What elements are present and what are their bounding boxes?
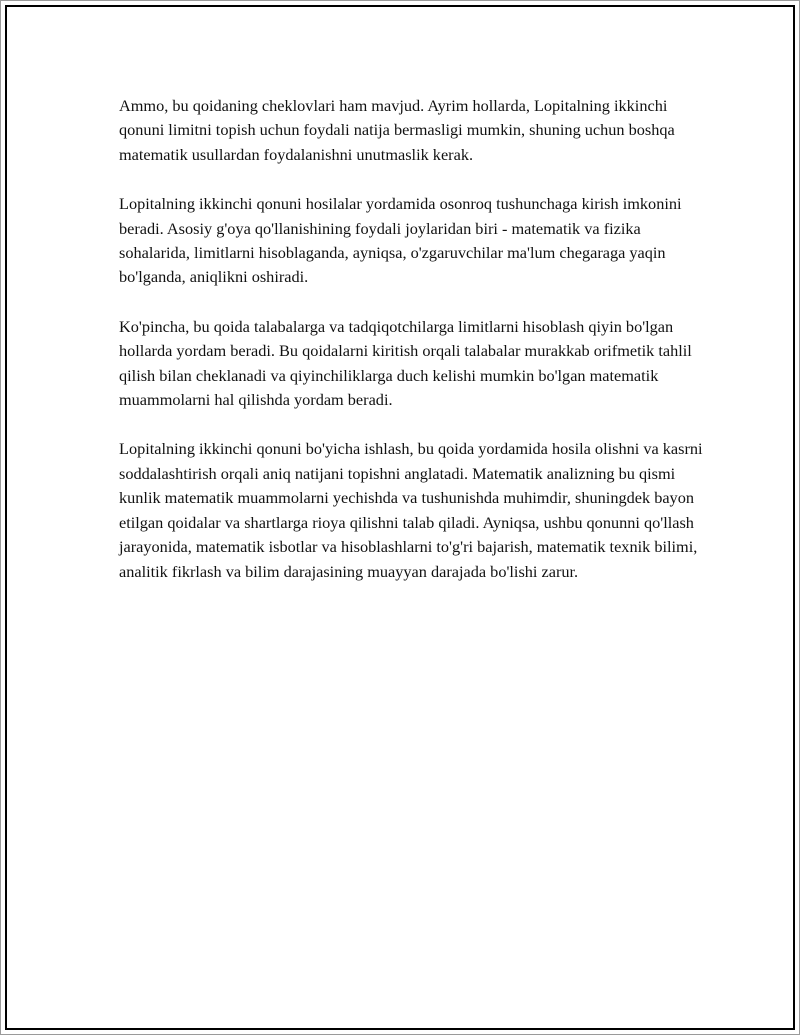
document-body [119, 94, 704, 609]
paragraph-1: Ammo, bu qoidaning cheklovlari ham mavjud. Ayrim hollarda, Lopitalning ikkinchi qonuni limitni topish uchun foydali natija bermasligi mumkin, shuning uchun boshqa matematik usullardan foydalanishni unutmaslik kerak. [119, 96, 675, 164]
paragraph-4: Lopitalning ikkinchi qonuni bo'yicha ishlash, bu qoida yordamida hosila olishni va kasrni soddalashtirish orqali aniq natijani topishni anglatadi. Matematik analizning bu qismi kunlik matematik muammolarni yechishda va tushunishda muhimdir, shuningdek bayon etilgan qoidalar va shartlarga rioya qilishni talab qiladi. Ayniqsa, ushbu qonunni qo'llash jarayonida, matematik isbotlar va hisoblashlarni to'g'ri bajarish, matematik texnik bilimi, analitik fikrlash va bilim darajasining muayyan darajada bo'lishi zarur. [119, 439, 703, 581]
paragraph-2: Lopitalning ikkinchi qonuni hosilalar yordamida osonroq tushunchaga kirish imkonini beradi. Asosiy g'oya qo'llanishining foydali joylaridan biri - matematik va fizika sohalarida, limitlarni hisoblaganda, ayniqsa, o'zgaruvchilar ma'lum chegaraga yaqin bo'lganda, aniqlikni oshiradi. [119, 194, 682, 287]
paragraph-3: Ko'pincha, bu qoida talabalarga va tadqiqotchilarga limitlarni hisoblash qiyin bo'lgan hollarda yordam beradi. Bu qoidalarni kiritish orqali talabalar murakkab orifmetik tahlil qilish bilan cheklanadi va qiyinchiliklarga duch kelishi mumkin bo'lgan matematik muammolarni hal qilishda yordam beradi. [119, 316, 692, 410]
